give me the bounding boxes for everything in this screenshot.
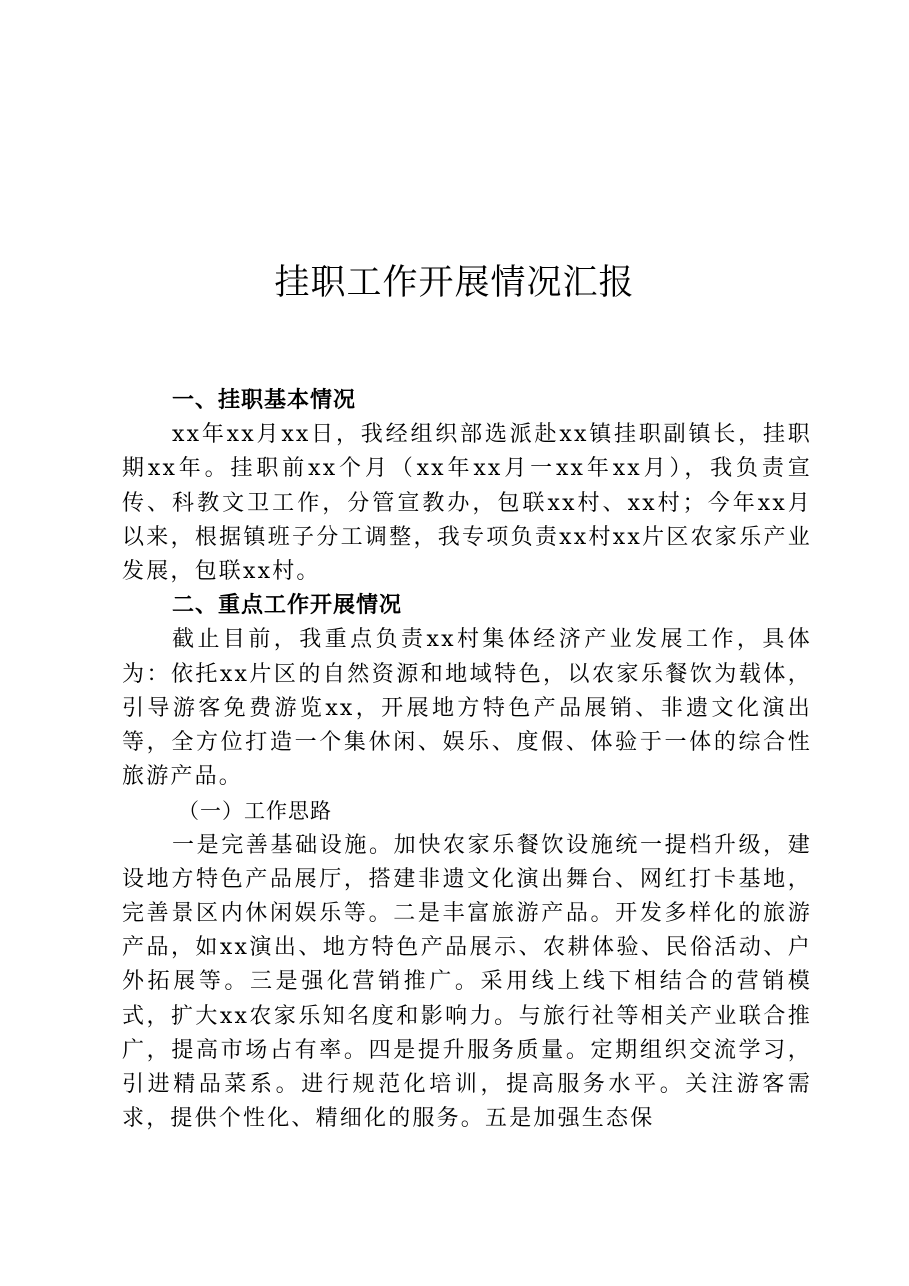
document-title: 挂职工作开展情况汇报 [274, 263, 635, 303]
subsection-heading-work-approach: （一）工作思路 [178, 799, 332, 824]
document-body [122, 384, 812, 1136]
paragraph-key-work: 截止目前，我重点负责xx村集体经济产业发展工作，具体为：依托xx片区的自然资源和地域特色，以农家乐餐饮为载体，引导游客免费游览xx，开展地方特色产品展销、非遗文化演出等，全方位打造一个集休闲、娱乐、度假、体验于一体的综合性旅游产品。 [122, 627, 812, 790]
paragraph-basic-info: xx年xx月xx日，我经组织部选派赴xx镇挂职副镇长，挂职期xx年。挂职前xx个月（xx年xx月一xx年xx月），我负责宣传、科教文卫工作，分管宣教办，包联xx村、xx村；今年xx月以来，根据镇班子分工调整，我专项负责xx村xx片区农家乐产业发展，包联xx村。 [122, 422, 812, 585]
section-heading-basic-info: 一、挂职基本情况 [172, 388, 357, 413]
paragraph-work-approach: 一是完善基础设施。加快农家乐餐饮设施统一提档升级，建设地方特色产品展厅，搭建非遗文化演出舞台、网红打卡基地，完善景区内休闲娱乐等。二是丰富旅游产品。开发多样化的旅游产品，如xx演出、地方特色产品展示、农耕体验、民俗活动、户外拓展等。三是强化营销推广。采用线上线下相结合的营销模式，扩大xx农家乐知名度和影响力。与旅行社等相关产业联合推广，提高市场占有率。四是提升服务质量。定期组织交流学习，引进精品菜系。进行规范化培训，提高服务水平。关注游客需求，提供个性化、精细化的服务。五是加强生态保 [122, 832, 812, 1132]
section-heading-key-work: 二、重点工作开展情况 [172, 593, 403, 619]
